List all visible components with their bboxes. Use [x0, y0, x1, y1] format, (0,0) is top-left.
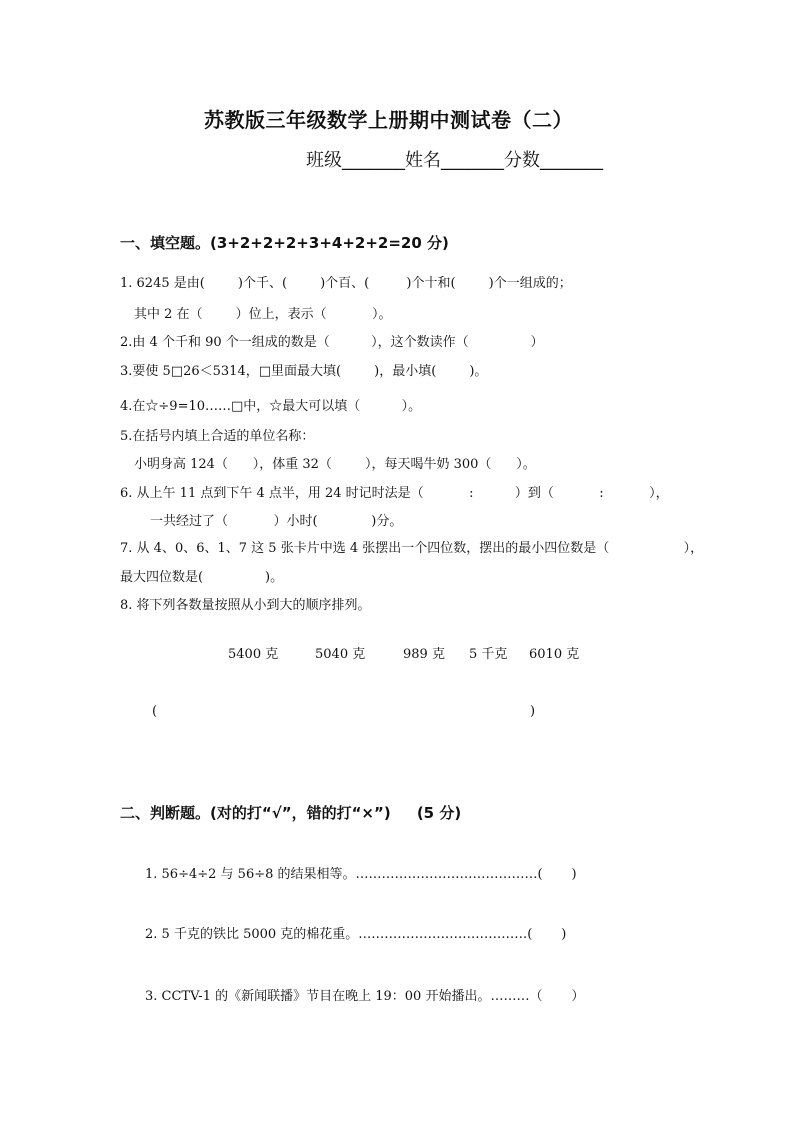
- question-1-line-2: 其中 2 在（ ）位上，表示（ ）。: [134, 307, 392, 322]
- question-8: 8. 将下列各数量按照从小到大的顺序排列。: [120, 598, 371, 613]
- section-2-heading: 二、判断题。(对的打“√”，错的打“×”) (5 分): [120, 804, 462, 822]
- answer-paren-close: ): [530, 704, 536, 719]
- question-7-line-2: 最大四位数是( )。: [120, 570, 284, 585]
- weight-item: 5 千克: [469, 647, 508, 662]
- judgment-item-3: 3. CCTV-1 的《新闻联播》节目在晚上 19：00 开始播出。………（ ）: [145, 989, 585, 1004]
- judgment-item-1: 1. 56÷4÷2 与 56÷8 的结果相等。……………………………………( ): [145, 867, 577, 882]
- weight-item: 6010 克: [529, 647, 580, 662]
- question-6-line-2: 一共经过了（ ）小时( )分。: [150, 514, 403, 529]
- answer-paren-open: (: [152, 704, 158, 719]
- question-3: 3.要使 5□26＜5314，□里面最大填( )，最小填( )。: [120, 364, 488, 379]
- weight-item: 5040 克: [315, 647, 366, 662]
- question-5-blanks: 小明身高 124（ ），体重 32（ ），每天喝牛奶 300（ ）。: [134, 457, 536, 472]
- weight-item: 989 克: [403, 647, 445, 662]
- question-4: 4.在☆÷9=10……□中，☆最大可以填（ ）。: [120, 399, 422, 414]
- question-7-line-1: 7. 从 4、0、6、1、7 这 5 张卡片中选 4 张摆出一个四位数，摆出的最小四位数是（ ），: [120, 541, 704, 556]
- judgment-item-2: 2. 5 千克的铁比 5000 克的棉花重。…………………………………( ): [145, 927, 567, 942]
- question-5: 5.在括号内填上合适的单位名称：: [120, 429, 315, 444]
- weight-item: 5400 克: [228, 647, 279, 662]
- question-2: 2.由 4 个千和 90 个一组成的数是（ ），这个数读作（ ）: [120, 335, 544, 350]
- page-title: 苏教版三年级数学上册期中测试卷（二）: [204, 108, 573, 132]
- question-1-line-1: 1. 6245 是由( )个千、( )个百、( )个十和( )个一组成的；: [120, 276, 572, 291]
- question-6-line-1: 6. 从上午 11 点到下午 4 点半，用 24 时记时法是（ : ）到（ : ），: [120, 486, 669, 501]
- section-1-heading: 一、填空题。(3+2+2+2+3+4+2+2=20 分): [120, 234, 449, 252]
- student-info-line: 班级_______姓名_______分数_______: [306, 150, 603, 171]
